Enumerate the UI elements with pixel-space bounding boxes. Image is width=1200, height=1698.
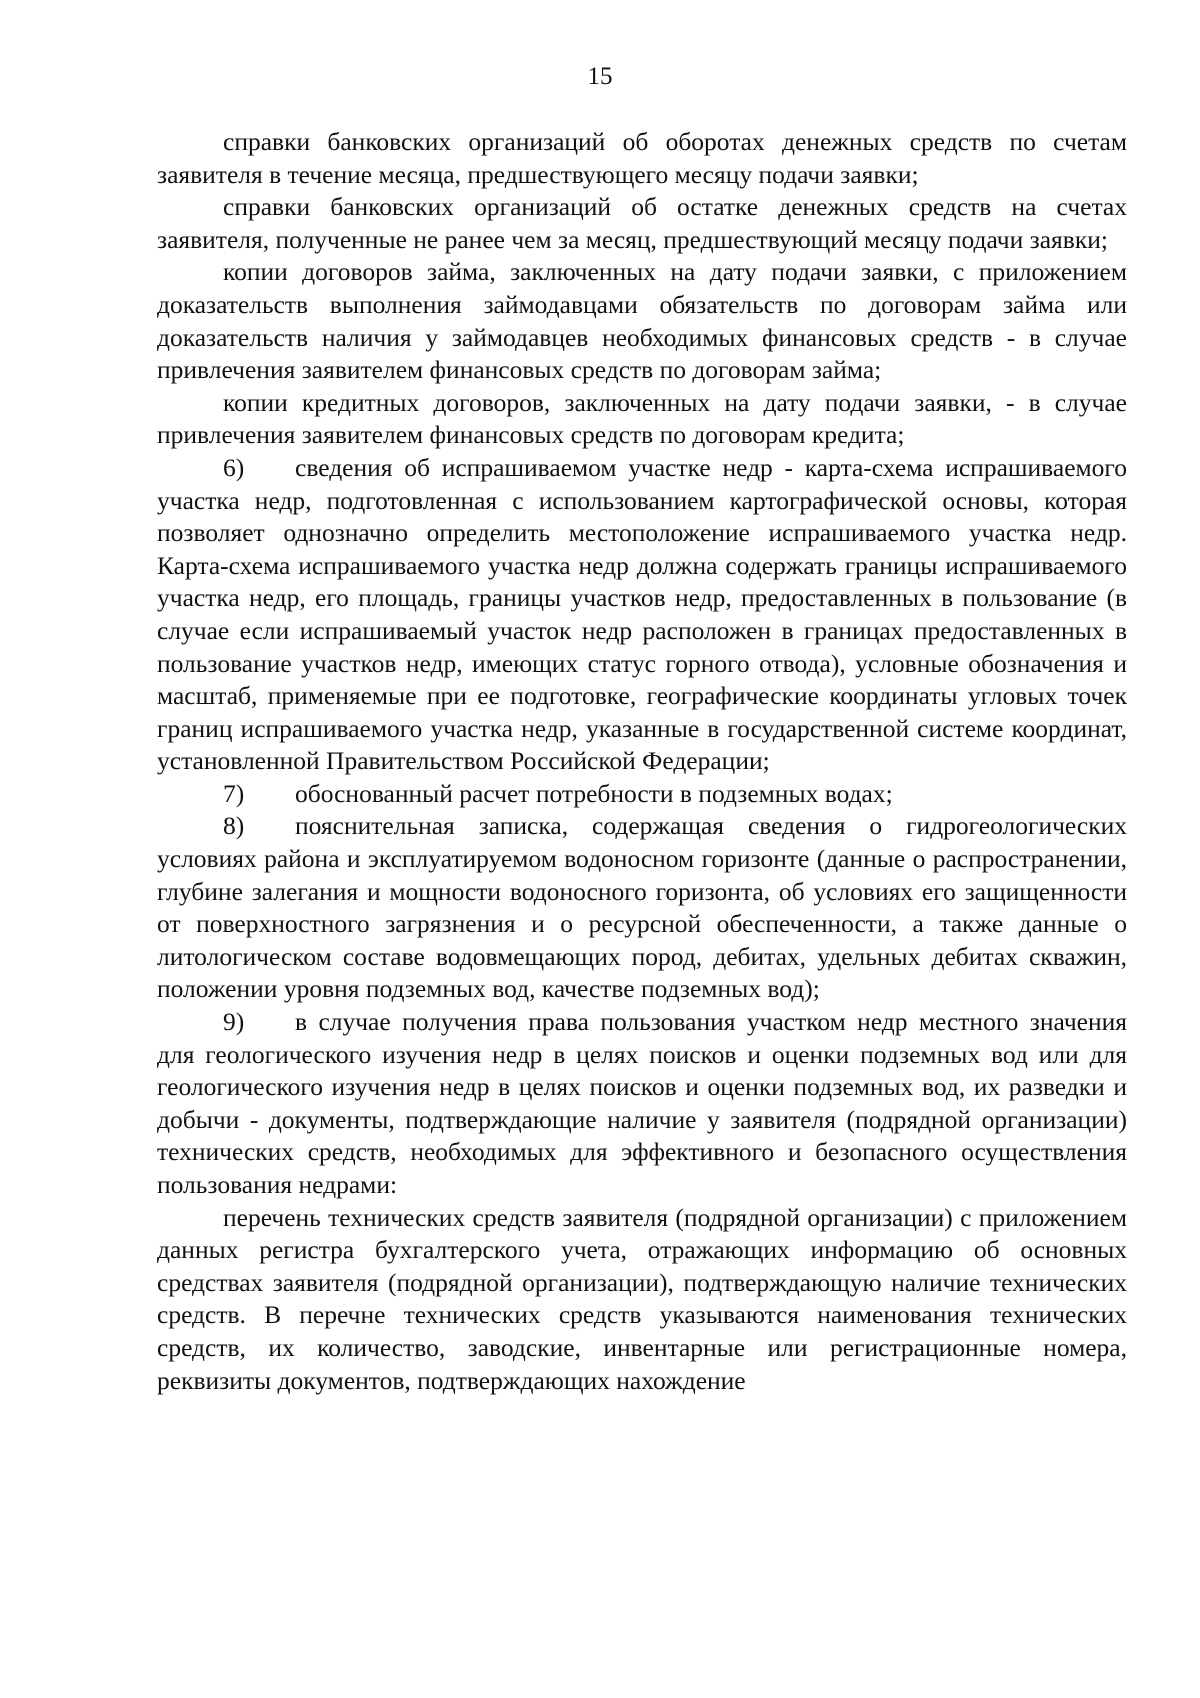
list-item-number: 7): [223, 778, 245, 808]
paragraph-credit-agreements: [157, 387, 1127, 452]
paragraph-bank-turnover-certificates: [157, 126, 1127, 191]
paragraph-text: перечень технических средств заявителя (подрядной организации) с приложением данных регистра бухгалтерского учета, отражающих информацию об основных средствах заявителя (подрядной организации), подтверждающую наличие технических средств. В перечне технических средств указываются наименования технических средств, их количество, заводские, инвентарные или регистрационные номера, реквизиты документов, подтверждающих нахождение: [157, 1202, 1127, 1395]
list-item-number: 9): [223, 1007, 245, 1037]
paragraph-text: пояснительная записка, содержащая сведения о гидрогеологических условиях района и эксплуатируемом водоносном горизонте (данные о распространении, глубине залегания и мощности водоносного горизонта, об условиях его защищенности от поверхностного загрязнения и о ресурсной обеспеченности, а также данные о литологическом составе водовмещающих пород, дебитах, удельных дебитах скважин, положении уровня подземных вод, качестве подземных вод);: [157, 811, 1127, 1004]
list-item-9: [157, 1006, 1127, 1202]
list-item-number: 8): [223, 811, 245, 841]
list-item-6: [157, 452, 1127, 778]
paragraph-bank-balance-certificates: [157, 191, 1127, 256]
list-item-number: 6): [223, 452, 245, 482]
document-body: [157, 126, 1127, 1397]
paragraph-text: справки банковских организаций об остатке денежных средств на счетах заявителя, полученные не ранее чем за месяц, предшествующий месяцу подачи заявки;: [157, 192, 1127, 254]
list-item-8: [157, 810, 1127, 1006]
paragraph-loan-agreements: [157, 256, 1127, 386]
paragraph-technical-means-list: [157, 1202, 1127, 1398]
paragraph-text: сведения об испрашиваемом участке недр - карта-схема испрашиваемого участка недр, подготовленная с использованием картографической основы, которая позволяет однозначно определить местоположение испрашиваемого участка недр. Карта-схема испрашиваемого участка недр должна содержать границы испрашиваемого участка недр, его площадь, границы участков недр, предоставленных в пользование (в случае если испрашиваемый участок недр расположен в границах предоставленных в пользование участков недр, имеющих статус горного отвода), условные обозначения и масштаб, применяемые при ее подготовке, географические координаты угловых точек границ испрашиваемого участка недр, указанные в государственной системе координат, установленной Правительством Российской Федерации;: [157, 452, 1127, 776]
list-item-7: [157, 778, 1127, 811]
paragraph-text: копии договоров займа, заключенных на дату подачи заявки, с приложением доказательств выполнения займодавцами обязательств по договорам займа или доказательств наличия у займодавцев необходимых финансовых средств - в случае привлечения заявителем финансовых средств по договорам займа;: [157, 257, 1127, 385]
page-number: 15: [587, 63, 613, 90]
paragraph-text: обоснованный расчет потребности в подземных водах;: [295, 778, 893, 808]
paragraph-text: в случае получения права пользования участком недр местного значения для геологического изучения недр в целях поисков и оценки подземных вод или для геологического изучения недр в целях поисков и оценки подземных вод, их разведки и добычи - документы, подтверждающие наличие у заявителя (подрядной организации) технических средств, необходимых для эффективного и безопасного осуществления пользования недрами:: [157, 1007, 1127, 1199]
paragraph-text: копии кредитных договоров, заключенных на дату подачи заявки, - в случае привлечения заявителем финансовых средств по договорам кредита;: [157, 387, 1127, 450]
paragraph-text: справки банковских организаций об оборотах денежных средств по счетам заявителя в течение месяца, предшествующего месяцу подачи заявки;: [157, 127, 1127, 189]
